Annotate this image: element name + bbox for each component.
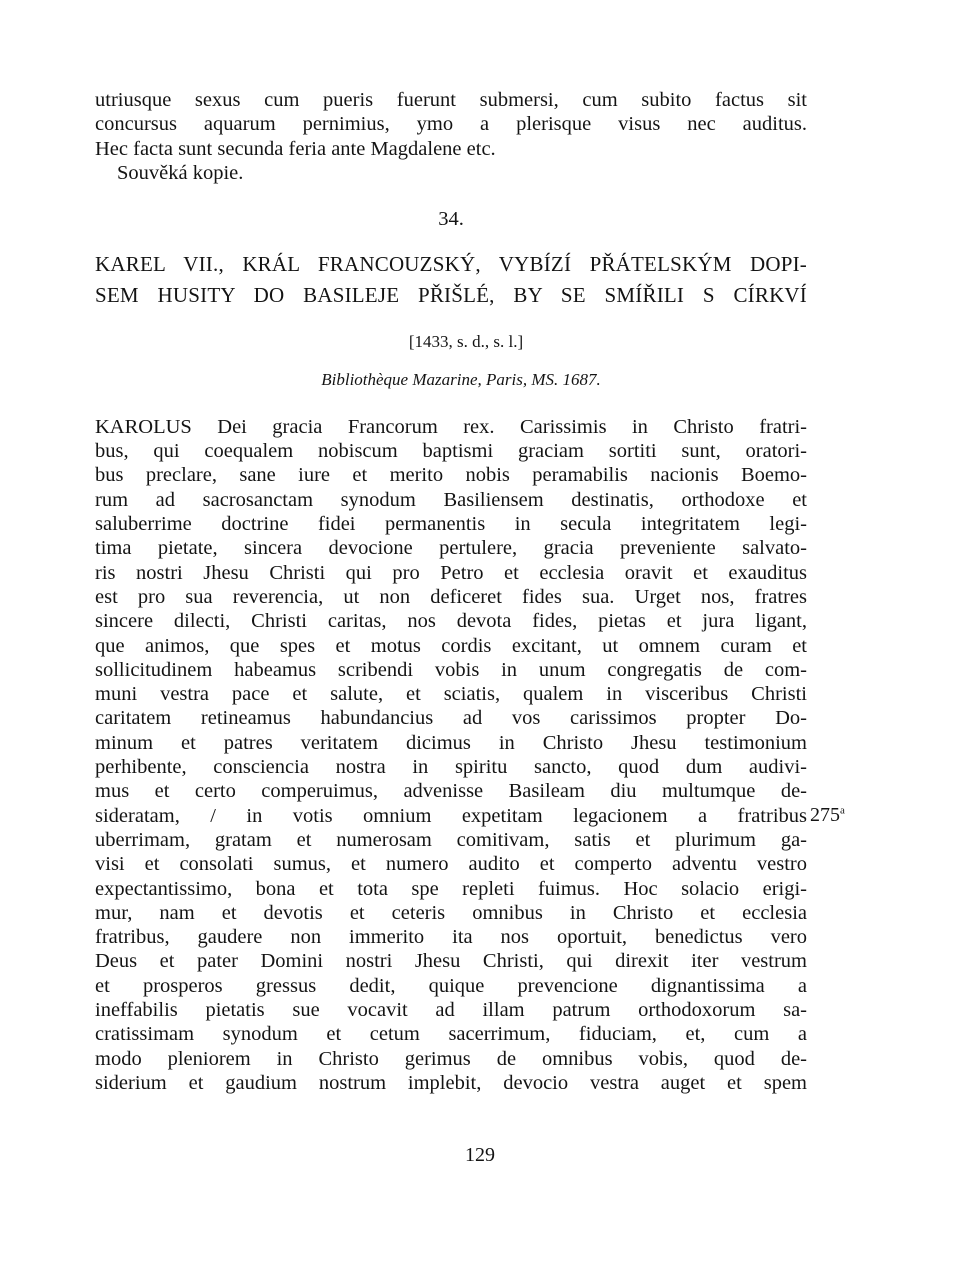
body-line: saluberrime doctrine fidei permanentis in secula integritatem legi- bbox=[95, 513, 807, 536]
body-line: ris nostri Jhesu Christi qui pro Petro et ecclesia oravit et exauditus bbox=[95, 561, 807, 584]
margin-folio-suffix: a bbox=[840, 803, 845, 816]
body-line: caritatem retineamus habundancius ad vos carissimos propter Do- bbox=[95, 707, 807, 730]
document-title bbox=[95, 249, 807, 311]
body-line: bus, qui coequalem nobiscum baptismi graciam sortiti sunt, oratori- bbox=[95, 440, 807, 463]
page-content bbox=[95, 88, 807, 1095]
body-line: modo pleniorem in Christo gerimus de omnibus vobis, quod de- bbox=[95, 1047, 807, 1070]
text-line: concursus aquarum pernimius, ymo a plerisque visus nec auditus. bbox=[95, 113, 807, 136]
body-line: bus preclare, sane iure et merito nobis peramabilis nacionis Boemo- bbox=[95, 464, 807, 487]
body-line: fratribus, gaudere non immerito ita nos oportuit, benedictus vero bbox=[95, 926, 807, 949]
body-line: sollicitudinem habeamus scribendi vobis in unum congregatis de com- bbox=[95, 658, 807, 681]
date-line: [1433, s. d., s. l.] bbox=[408, 331, 524, 351]
body-line: sideratam, / in votis omnium expetitam legacionem a fratribus bbox=[95, 804, 807, 827]
body-line: que animos, que spes et motus cordis excitant, ut omnem curam et bbox=[95, 634, 807, 657]
body-line: expectantissimo, bona et tota spe repleti fuimus. Hoc solacio erigi- bbox=[95, 877, 807, 900]
title-line: SEM HUSITY DO BASILEJE PŘIŠLÉ, BY SE SMÍŘILI S CÍRKVÍ bbox=[95, 282, 807, 307]
page-number: 129 bbox=[465, 1144, 495, 1166]
body-line: rum ad sacrosanctam synodum Basiliensem destinatis, orthodoxe et bbox=[95, 488, 807, 511]
body-line: Deus et pater Domini nostri Jhesu Christi, qui direxit iter vestrum bbox=[95, 950, 807, 973]
intro-paragraph bbox=[95, 88, 807, 161]
title-line: KAREL VII., KRÁL FRANCOUZSKÝ, VYBÍZÍ PŘÁTELSKÝM DOPI- bbox=[95, 251, 807, 276]
body-line: ineffabilis pietatis sue vocavit ad illam patrum orthodoxorum sa- bbox=[95, 999, 807, 1022]
body-line: cratissimam synodum et cetum sacerrimum, fiduciam, et, cum a bbox=[95, 1023, 807, 1046]
body-line: uberrimam, gratam et numerosam comitivam, satis et plurimum ga- bbox=[95, 828, 807, 851]
body-line: tima pietate, sincera devocione pertulere, gracia preveniente salvato- bbox=[95, 537, 807, 560]
body-line: minum et patres veritatem dicimus in Christo Jhesu testimonium bbox=[95, 731, 807, 754]
document-number: 34. bbox=[438, 207, 464, 230]
body-line: sincere dilecti, Christi caritas, nos devota fides, pietas et jura ligant, bbox=[95, 610, 807, 633]
body-line: KAROLUS Dei gracia Francorum rex. Carissimis in Christo fratri- bbox=[95, 415, 807, 438]
margin-folio-note bbox=[810, 804, 845, 827]
body-line: et prosperos gressus dedit, quique prevencione dignantissima a bbox=[95, 974, 807, 997]
body-line: mur, nam et devotis et ceteris omnibus in Christo et ecclesia bbox=[95, 901, 807, 924]
body-line: visi et consolati sumus, et numero audito et comperto adventu vestro bbox=[95, 853, 807, 876]
body-line: siderium et gaudium nostrum implebit, devocio vestra auget et spem bbox=[95, 1071, 807, 1094]
text-line: Hec facta sunt secunda feria ante Magdalene etc. bbox=[95, 137, 496, 160]
body-paragraph bbox=[95, 415, 807, 1095]
body-line: est pro sua reverencia, ut non deficeret fides sua. Urget nos, fratres bbox=[95, 585, 807, 608]
body-line: mus et certo comperuimus, advenisse Basileam diu multumque de- bbox=[95, 780, 807, 803]
margin-folio-number: 275 bbox=[810, 803, 840, 826]
body-line: perhibente, consciencia nostra in spiritu sancto, quod dum audivi- bbox=[95, 756, 807, 779]
body-line: muni vestra pace et salute, et sciatis, qualem in visceribus Christi bbox=[95, 683, 807, 706]
source-note: Souvěká kopie. bbox=[117, 161, 244, 184]
text-line: utriusque sexus cum pueris fuerunt submersi, cum subito factus sit bbox=[95, 89, 807, 111]
archive-reference: Bibliothèque Mazarine, Paris, MS. 1687. bbox=[321, 369, 601, 389]
